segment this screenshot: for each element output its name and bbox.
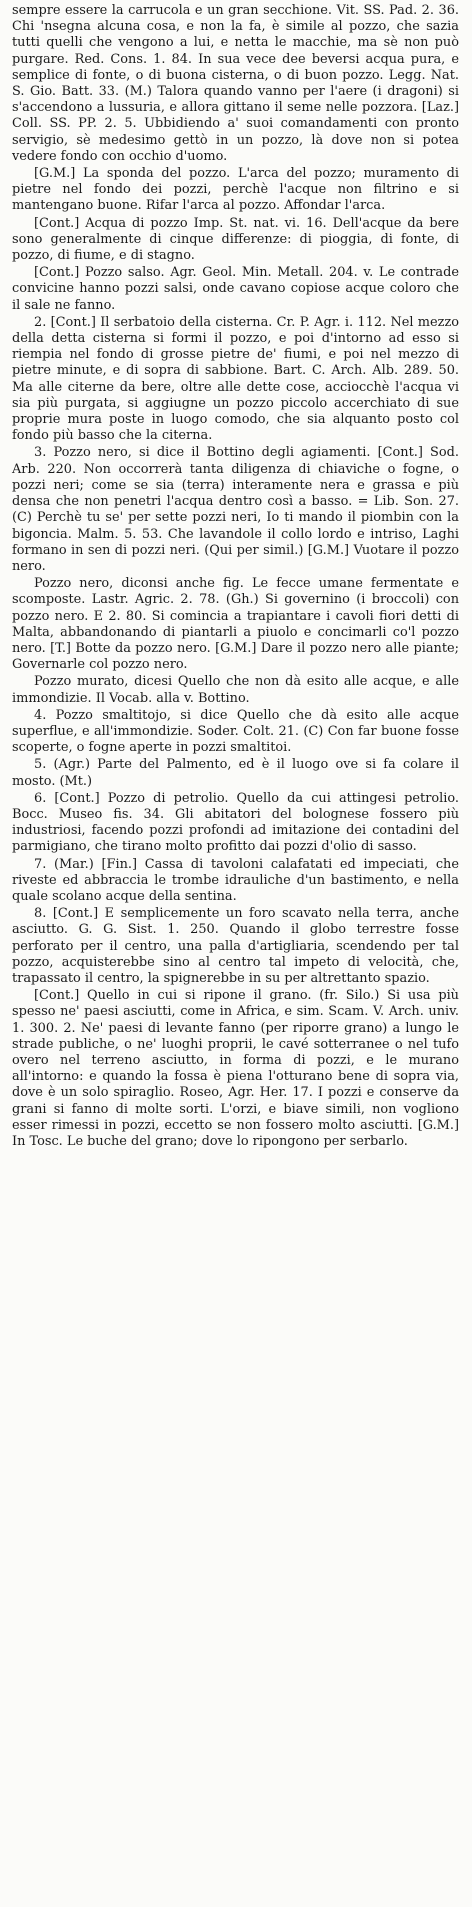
- entry-paragraph: sempre essere la carrucola e un gran secchione. Vit. SS. Pad. 2. 36. Chi 'nsegna alcuna cosa, e non la fa, è simile al pozzo, che sazia tutti quelli che vengono a lui, e netta le macchie, ma sè non può purgare. Red. Cons. 1. 84. In sua vece dee beversi acqua pura, e semplice di fonte, o di buona cisterna, o di buon pozzo. Legg. Nat. S. Gio. Batt. 33. (M.) Talora quando vanno per l'aere (i dragoni) si s'accendono a lussuria, e allora gittano il seme nelle pozzora. [Laz.] Coll. SS. PP. 2. 5. Ubbidiendo a' suoi comandamenti con pronto servigio, sè medesimo gettò in un pozzo, là dove non si potea vedere fondo con occhio d'uomo.: [12, 3, 459, 164]
- entry-paragraph: 5. (Agr.) Parte del Palmento, ed è il luogo ove si fa colare il mosto. (Mt.): [12, 757, 459, 789]
- entry-paragraph: 8. [Cont.] E semplicemente un foro scavato nella terra, anche asciutto. G. G. Sist. 1. 250. Quando il globo terrestre fosse perforato per il centro, una palla d'artigliaria, scendendo per tal pozzo, acquisterebbe sino al centro tal impeto di velocità, che, trapassato il centro, la spignerebbe in su per altrettanto spazio.: [12, 906, 459, 986]
- entry-paragraph: [G.M.] La sponda del pozzo. L'arca del pozzo; muramento di pietre nel fondo dei pozzi, perchè l'acque non filtrino e si mantengano buone. Rifar l'arca al pozzo. Affondar l'arca.: [12, 166, 459, 214]
- entry-paragraph: 3. Pozzo nero, si dice il Bottino degli agiamenti. [Cont.] Sod. Arb. 220. Non occorrerà tanta diligenza di chiaviche o fogne, o pozzi neri; come se sia (terra) interamente nera e grassa e più densa che non penetri l'acqua dentro così a basso. = Lib. Son. 27. (C) Perchè tu se' per sette pozzi neri, Io ti mando il piombin con la bigoncia. Malm. 5. 53. Che lavandole il collo lordo e intriso, Laghi formano in sen di pozzi neri. (Qui per simil.) [G.M.] Vuotare il pozzo nero.: [12, 445, 459, 574]
- entry-paragraph: 2. [Cont.] Il serbatoio della cisterna. Cr. P. Agr. i. 112. Nel mezzo della detta cisterna si formi il pozzo, e poi d'intorno ad esso si riempia nel fondo di grosse pietre de' fiumi, e poi nel mezzo di pietre minute, e di sopra di sabbione. Bart. C. Arch. Alb. 289. 50. Ma alle citerne da bere, oltre alle dette cose, acciocchè l'acqua vi sia più purgata, si aggiugne un pozzo piccolo accerchiato di sue proprie mura poste in luogo comodo, che sia alquanto posto col fondo più basso che la citerna.: [12, 314, 459, 444]
- entry-paragraph: [Cont.] Pozzo salso. Agr. Geol. Min. Metall. 204. v. Le contrade convicine hanno pozzi salsi, onde cavano copiose acque coloro che il sale ne fanno.: [12, 265, 459, 313]
- entry-paragraph: 7. (Mar.) [Fin.] Cassa di tavoloni calafatati ed impeciati, che riveste ed abbraccia le trombe idrauliche d'un bastimento, e nella quale scolano acque della sentina.: [12, 856, 459, 904]
- entry-paragraph: Pozzo nero, diconsi anche fig. Le fecce umane fermentate e scomposte. Lastr. Agric. 2. 78. (Gh.) Si governino (i broccoli) con pozzo nero. E 2. 80. Si comincia a trapiantare i cavoli fiori detti di Malta, abbandonando di piantarli a piuolo e concimarli co'l pozzo nero. [T.] Botte da pozzo nero. [G.M.] Dare il pozzo nero alle piante; Governarle col pozzo nero.: [12, 576, 459, 673]
- entry-paragraph: [Cont.] Acqua di pozzo Imp. St. nat. vi. 16. Dell'acque da bere sono generalmente di cinque differenze: di pioggia, di fonte, di pozzo, di fiume, e di stagno.: [12, 215, 459, 264]
- entry-paragraph: Pozzo murato, dicesi Quello che non dà esito alle acque, e alle immondizie. Il Vocab. alla v. Bottino.: [12, 674, 459, 706]
- text-column: [12, 3, 459, 1150]
- entry-paragraph: 4. Pozzo smaltitojo, si dice Quello che dà esito alle acque superflue, e all'immondizie. Soder. Colt. 21. (C) Con far buone fosse scoperte, o fogne aperte in pozzi smaltitoi.: [12, 707, 459, 756]
- entry-paragraph: 6. [Cont.] Pozzo di petrolio. Quello da cui attingesi petrolio. Bocc. Museo fis. 34. Gli abitatori del bolognese fossero più industriosi, facendo pozzi profondi ad imitazione dei contadini del parmigiano, che tirano molto profitto dai pozzi d'olio di sasso.: [12, 790, 459, 855]
- entry-paragraph: [Cont.] Quello in cui si ripone il grano. (fr. Silo.) Si usa più spesso ne' paesi asciutti, come in Africa, e sim. Scam. V. Arch. univ. 1. 300. 2. Ne' paesi di levante fanno (per riporre grano) a lungo le strade publiche, o ne' luoghi proprii, le cavé sotterranee o nel tufo overo nel terreno asciutto, in forma di pozzi, e le murano all'intorno: e quando la fossa è piena l'otturano bene di sopra via, dove è un solo spiraglio. Roseo, Agr. Her. 17. I pozzi e conserve da grani si fanno di molte sorti. L'orzi, e biave simili, non vogliono esser rimessi in pozzi, eccetto se non fossero molto asciutti. [G.M.] In Tosc. Le buche del grano; dove lo ripongono per serbarlo.: [12, 988, 459, 1150]
